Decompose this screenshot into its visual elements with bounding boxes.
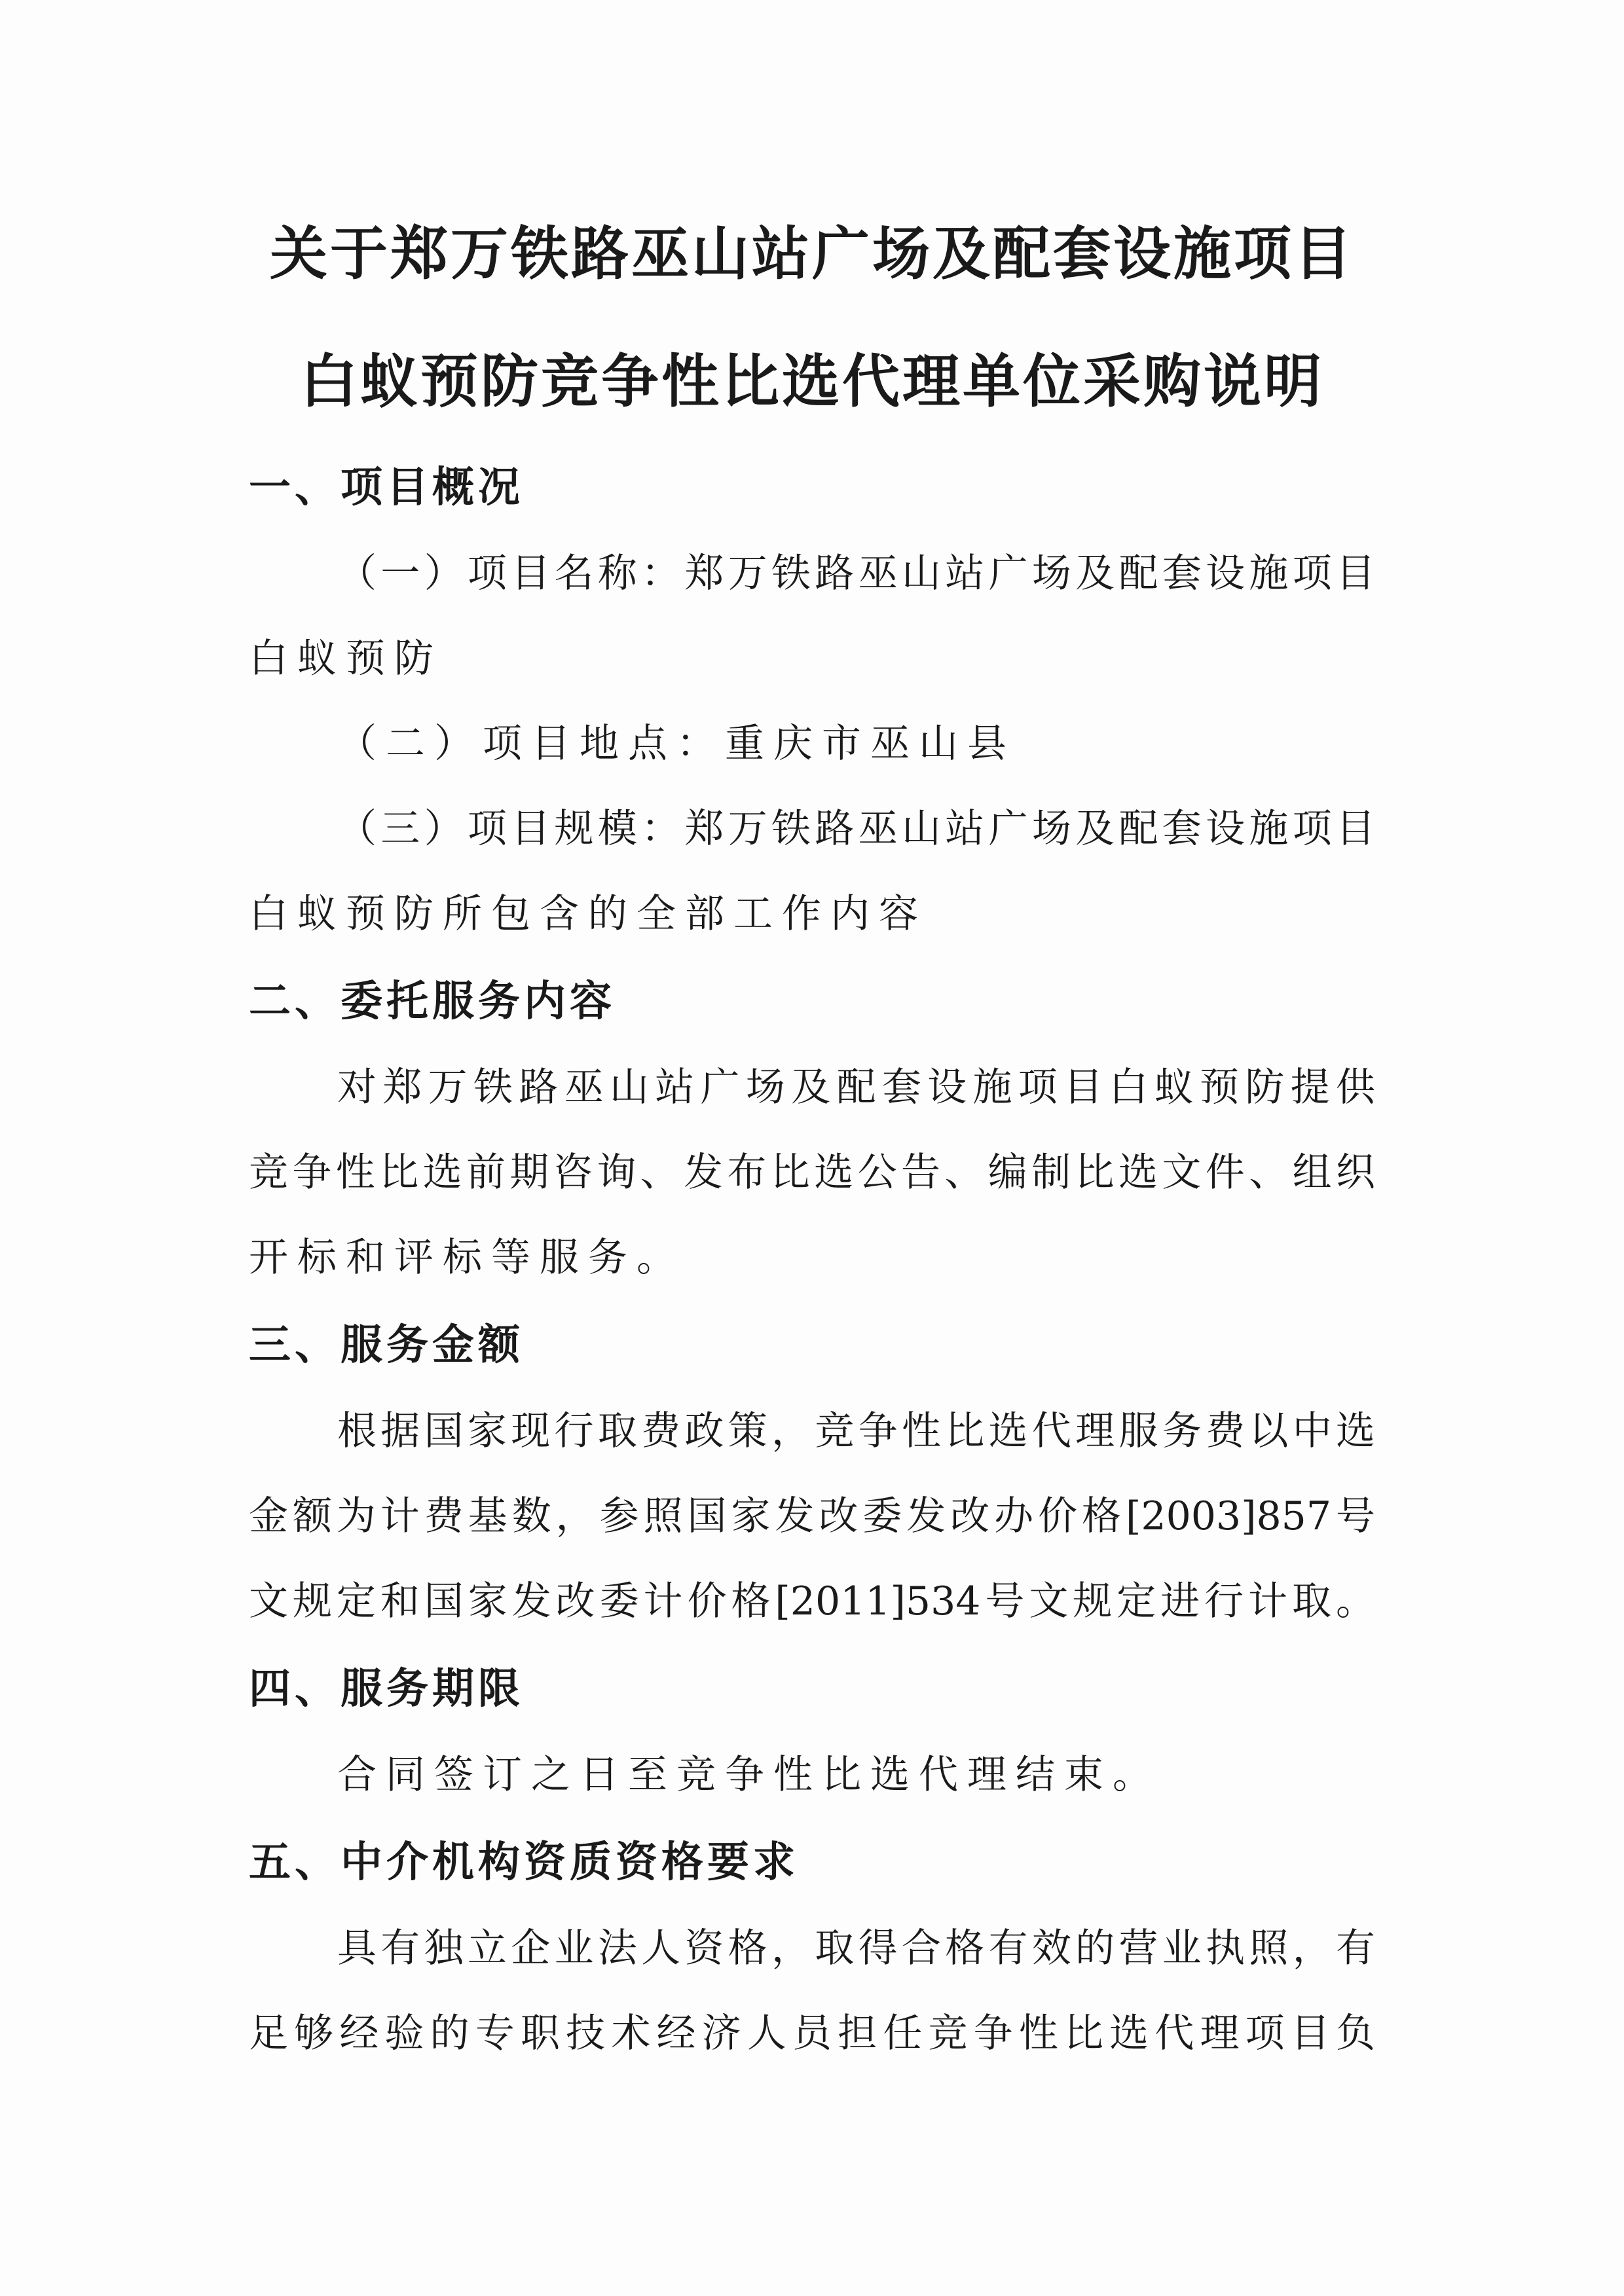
document-title-line-1: 关于郑万铁路巫山站广场及配套设施项目: [269, 220, 1354, 287]
section-heading-1: 一、项目概况: [249, 464, 524, 512]
paragraph-line: （二）项目地点：重庆市巫山县: [337, 721, 1016, 767]
section-heading-2: 二、委托服务内容: [249, 977, 616, 1026]
paragraph-line: 足够经验的专职技术经济人员担任竞争性比选代理项目负: [249, 2011, 1375, 2056]
paragraph-line: 根据国家现行取费政策，竞争性比选代理服务费以中选: [337, 1408, 1375, 1454]
paragraph-line: 对郑万铁路巫山站广场及配套设施项目白蚁预防提供: [337, 1065, 1375, 1110]
document-title-line-2: 白蚁预防竞争性比选代理单位采购说明: [299, 348, 1324, 415]
section-heading-5: 五、中介机构资质资格要求: [249, 1838, 799, 1887]
paragraph-line: （一）项目名称：郑万铁路巫山站广场及配套设施项目: [337, 551, 1375, 596]
paragraph-line: 金额为计费基数，参照国家发改委发改办价格[2003]857号: [249, 1493, 1375, 1539]
paragraph-line: 竞争性比选前期咨询、发布比选公告、编制比选文件、组织: [249, 1150, 1375, 1195]
paragraph-line: 文规定和国家发改委计价格[2011]534号文规定进行计取。: [249, 1578, 1375, 1624]
paragraph-line: 白蚁预防: [249, 636, 443, 682]
paragraph-line: 具有独立企业法人资格，取得合格有效的营业执照，有: [337, 1925, 1375, 1971]
paragraph-line: 合同签订之日至竞争性比选代理结束。: [337, 1752, 1161, 1798]
paragraph-line: 开标和评标等服务。: [249, 1235, 685, 1281]
paragraph-line: （三）项目规模：郑万铁路巫山站广场及配套设施项目: [337, 806, 1375, 852]
section-heading-4: 四、服务期限: [249, 1665, 524, 1713]
paragraph-line: 白蚁预防所包含的全部工作内容: [249, 891, 927, 937]
section-heading-3: 三、服务金额: [249, 1321, 524, 1370]
